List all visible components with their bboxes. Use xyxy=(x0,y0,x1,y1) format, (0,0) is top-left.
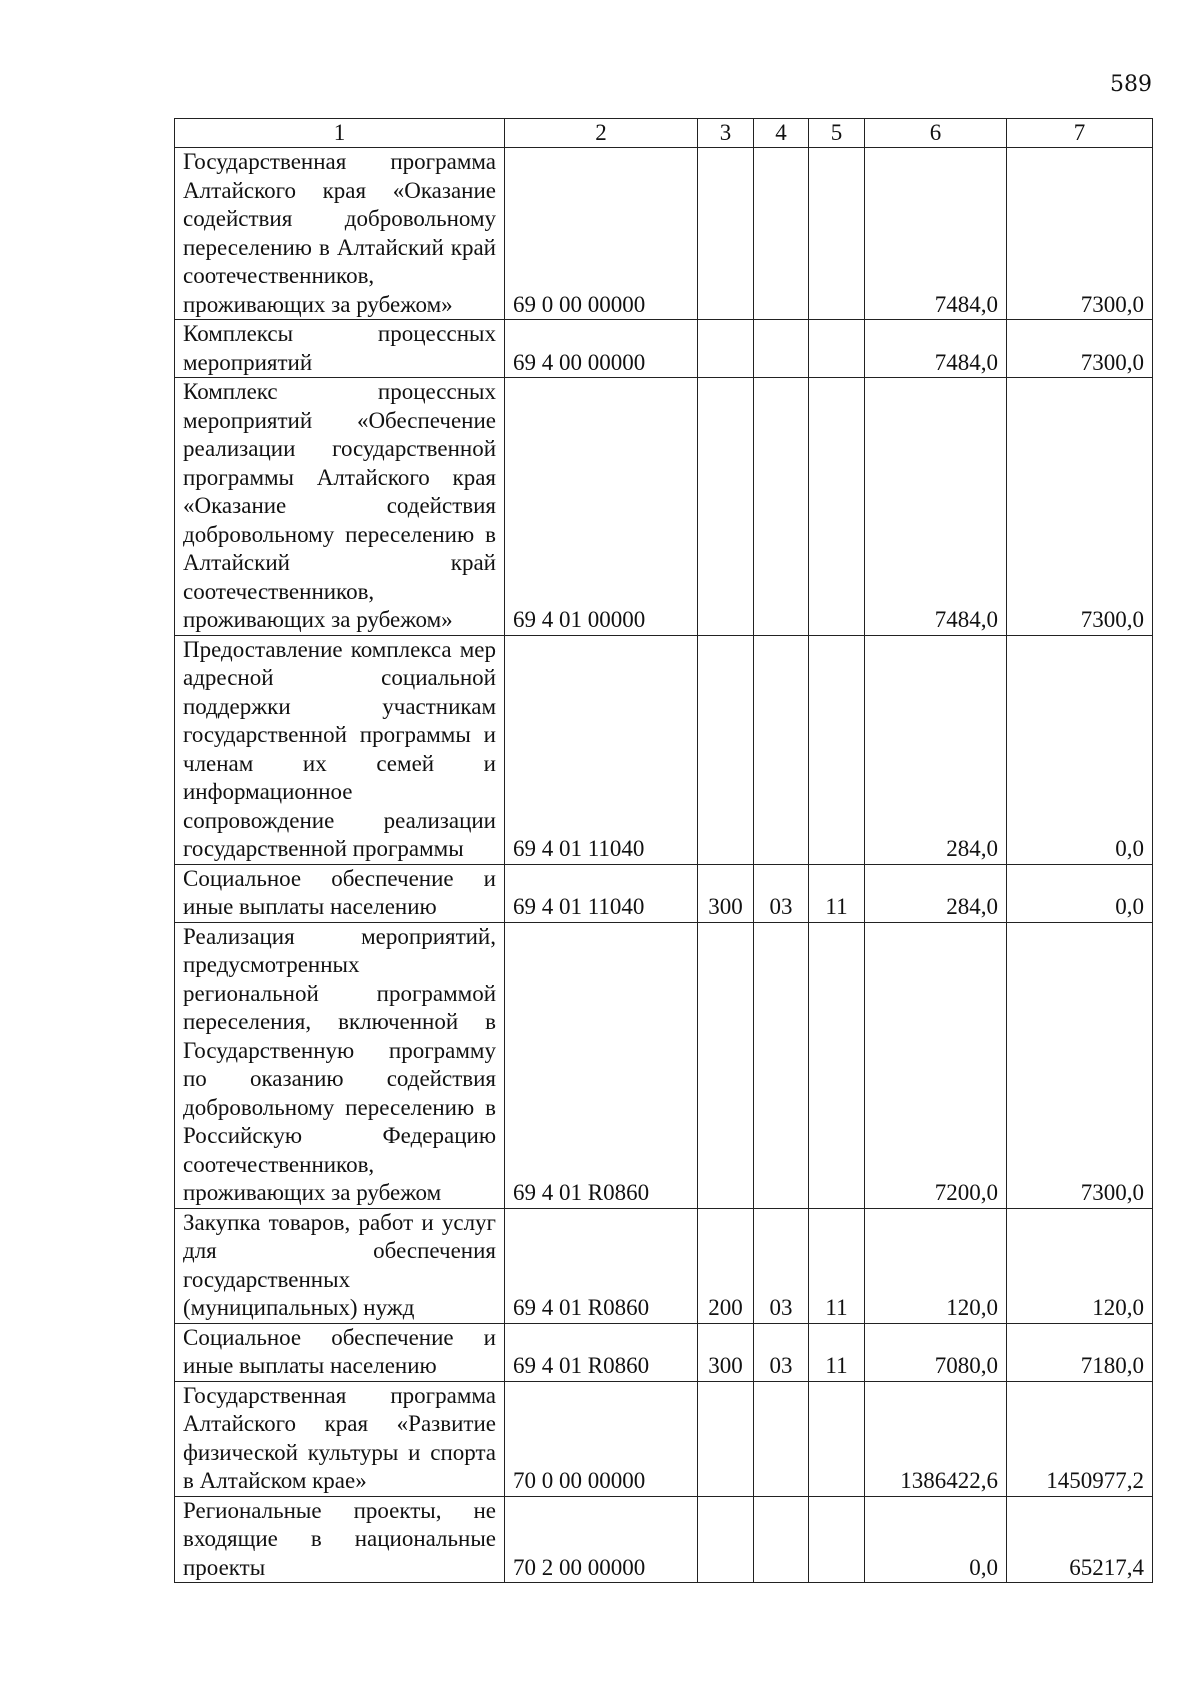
table-row xyxy=(175,148,1153,320)
row-col-3 xyxy=(698,378,754,636)
row-value-6: 7484,0 xyxy=(865,320,1007,378)
row-name: Социальное обеспечение и иные выплаты населению xyxy=(175,1323,505,1381)
row-name: Государственная программа Алтайского края «Оказание содействия добровольному переселению в Алтайский край соотечественников, проживающих за рубежом» xyxy=(175,148,505,320)
table-row xyxy=(175,864,1153,922)
row-value-6: 120,0 xyxy=(865,1208,1007,1323)
table-row xyxy=(175,922,1153,1208)
row-name: Комплекс процессных мероприятий «Обеспечение реализации государственной программы Алтайского края «Оказание содействия добровольному переселению в Алтайский край соотечественников, проживающих за рубежом» xyxy=(175,378,505,636)
header-row xyxy=(175,119,1153,148)
row-col-5 xyxy=(809,148,865,320)
row-code: 69 4 01 11040 xyxy=(505,635,698,864)
row-value-7: 7300,0 xyxy=(1007,148,1153,320)
header-col-2: 2 xyxy=(505,119,698,148)
row-col-4 xyxy=(754,378,809,636)
table-row xyxy=(175,1496,1153,1583)
row-col-3 xyxy=(698,320,754,378)
table-row xyxy=(175,1323,1153,1381)
row-name: Комплексы процессных мероприятий xyxy=(175,320,505,378)
row-name: Государственная программа Алтайского края «Развитие физической культуры и спорта в Алтайском крае» xyxy=(175,1381,505,1496)
row-name: Предоставление комплекса мер адресной социальной поддержки участникам государственной программы и членам их семей и информационное сопровождение реализации государственной программы xyxy=(175,635,505,864)
page-number: 589 xyxy=(1110,72,1152,97)
table-row xyxy=(175,635,1153,864)
row-col-4 xyxy=(754,635,809,864)
row-col-5 xyxy=(809,635,865,864)
row-col-4: 03 xyxy=(754,1323,809,1381)
table-row xyxy=(175,378,1153,636)
row-col-4: 03 xyxy=(754,1208,809,1323)
row-name: Закупка товаров, работ и услуг для обеспечения государственных (муниципальных) нужд xyxy=(175,1208,505,1323)
row-col-5: 11 xyxy=(809,1323,865,1381)
row-value-6: 7484,0 xyxy=(865,378,1007,636)
row-col-3 xyxy=(698,922,754,1208)
row-value-7: 7300,0 xyxy=(1007,320,1153,378)
table-row xyxy=(175,1208,1153,1323)
header-col-6: 6 xyxy=(865,119,1007,148)
header-col-3: 3 xyxy=(698,119,754,148)
budget-table xyxy=(174,118,1153,1583)
row-col-3 xyxy=(698,635,754,864)
row-value-7: 65217,4 xyxy=(1007,1496,1153,1583)
row-code: 69 4 01 00000 xyxy=(505,378,698,636)
header-col-1: 1 xyxy=(175,119,505,148)
row-value-7: 1450977,2 xyxy=(1007,1381,1153,1496)
row-code: 70 0 00 00000 xyxy=(505,1381,698,1496)
table-header xyxy=(175,119,1153,148)
row-code: 69 4 01 R0860 xyxy=(505,1208,698,1323)
row-value-6: 284,0 xyxy=(865,635,1007,864)
row-value-7: 7180,0 xyxy=(1007,1323,1153,1381)
row-name: Реализация мероприятий, предусмотренных региональной программой переселения, включенной в Государственную программу по оказанию содействия добровольному переселению в Российскую Федерацию соотечественников, проживающих за рубежом xyxy=(175,922,505,1208)
row-col-5 xyxy=(809,320,865,378)
row-col-3: 300 xyxy=(698,1323,754,1381)
row-value-6: 7484,0 xyxy=(865,148,1007,320)
row-value-7: 7300,0 xyxy=(1007,378,1153,636)
row-col-5: 11 xyxy=(809,1208,865,1323)
row-code: 69 4 01 R0860 xyxy=(505,1323,698,1381)
row-col-4 xyxy=(754,1496,809,1583)
row-col-4 xyxy=(754,148,809,320)
table-row xyxy=(175,320,1153,378)
row-col-4 xyxy=(754,922,809,1208)
row-code: 69 4 00 00000 xyxy=(505,320,698,378)
row-col-5 xyxy=(809,378,865,636)
row-value-6: 0,0 xyxy=(865,1496,1007,1583)
row-col-5 xyxy=(809,1381,865,1496)
row-col-5 xyxy=(809,1496,865,1583)
row-col-3: 200 xyxy=(698,1208,754,1323)
header-col-5: 5 xyxy=(809,119,865,148)
row-value-6: 7200,0 xyxy=(865,922,1007,1208)
row-code: 69 4 01 R0860 xyxy=(505,922,698,1208)
row-col-3 xyxy=(698,1381,754,1496)
row-value-6: 284,0 xyxy=(865,864,1007,922)
row-value-7: 0,0 xyxy=(1007,864,1153,922)
table-body xyxy=(175,148,1153,1583)
row-value-7: 7300,0 xyxy=(1007,922,1153,1208)
row-col-5: 11 xyxy=(809,864,865,922)
row-code: 69 0 00 00000 xyxy=(505,148,698,320)
row-value-7: 0,0 xyxy=(1007,635,1153,864)
row-col-4 xyxy=(754,320,809,378)
row-value-7: 120,0 xyxy=(1007,1208,1153,1323)
row-value-6: 7080,0 xyxy=(865,1323,1007,1381)
row-name: Социальное обеспечение и иные выплаты населению xyxy=(175,864,505,922)
row-col-4: 03 xyxy=(754,864,809,922)
row-col-4 xyxy=(754,1381,809,1496)
row-name: Региональные проекты, не входящие в национальные проекты xyxy=(175,1496,505,1583)
table-row xyxy=(175,1381,1153,1496)
header-col-7: 7 xyxy=(1007,119,1153,148)
row-value-6: 1386422,6 xyxy=(865,1381,1007,1496)
row-col-3 xyxy=(698,1496,754,1583)
row-col-3 xyxy=(698,148,754,320)
header-col-4: 4 xyxy=(754,119,809,148)
row-code: 69 4 01 11040 xyxy=(505,864,698,922)
row-code: 70 2 00 00000 xyxy=(505,1496,698,1583)
row-col-5 xyxy=(809,922,865,1208)
row-col-3: 300 xyxy=(698,864,754,922)
